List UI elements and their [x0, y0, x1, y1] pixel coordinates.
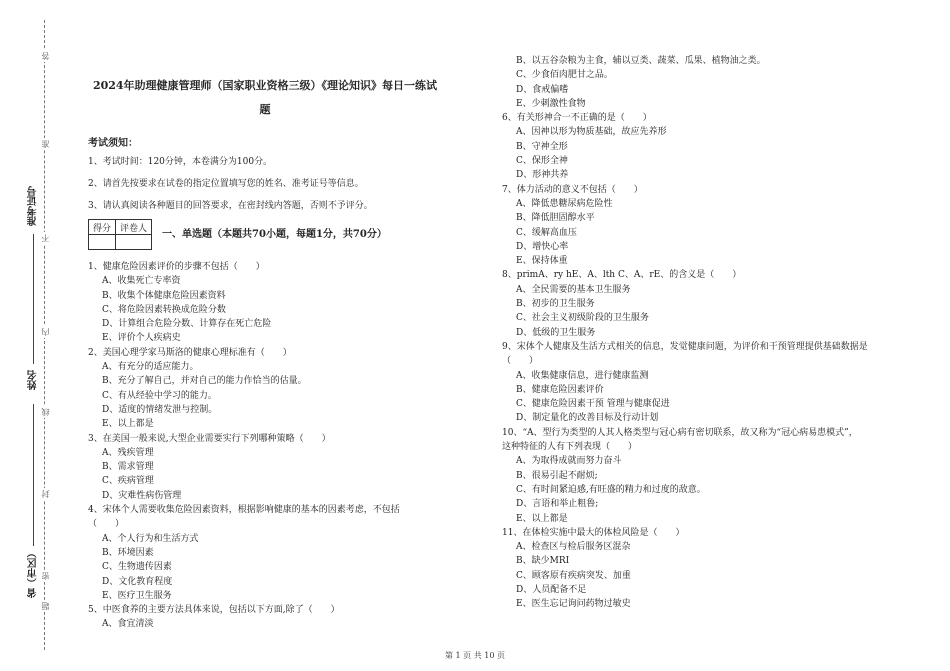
answer-option[interactable]: D、食戒偏嗜	[516, 84, 569, 95]
binding-margin	[0, 0, 62, 671]
region-label: 省（市区）	[28, 548, 39, 598]
seal-char-4: 内	[41, 328, 50, 336]
section-title: 一、单选题（本题共70小题，每题1分，共70分）	[162, 229, 387, 240]
answer-option[interactable]: C、有从经验中学习的能力。	[102, 390, 217, 401]
answer-option[interactable]: A、全民需要的基本卫生服务	[516, 284, 631, 295]
question-stem: 11、在体检实施中最大的体检风险是（ ）	[502, 527, 685, 538]
question-stem: 7、体力活动的意义不包括（ ）	[502, 184, 643, 195]
answer-option[interactable]: C、保形全神	[516, 156, 568, 167]
answer-option[interactable]: B、健康危险因素评价	[516, 384, 604, 395]
question-stem: 4、宋体个人需要收集危险因素资料，根据影响健康的基本的因素考虑，不包括（ ）	[88, 505, 400, 530]
score-cell[interactable]	[89, 235, 116, 250]
answer-option[interactable]: D、适度的情绪发泄与控制。	[102, 404, 218, 415]
answer-option[interactable]: D、言语和举止粗鲁;	[516, 499, 599, 510]
page-footer: 第 1 页 共 10 页	[445, 651, 505, 660]
grader-header: 评卷人	[116, 220, 152, 235]
answer-option[interactable]: A、检查区与检后服务区混杂	[516, 542, 631, 553]
seal-char-6: 封	[41, 490, 50, 498]
answer-option[interactable]: D、计算组合危险分数、计算存在死亡危险	[102, 319, 272, 330]
answer-option[interactable]: E、保持体重	[516, 256, 568, 267]
answer-option[interactable]: A、个人行为和生活方式	[102, 533, 199, 544]
answer-option[interactable]: E、以上都是	[102, 419, 154, 430]
answer-option[interactable]: A、收集死亡专率资	[102, 276, 181, 287]
seal-char-5: 线	[41, 408, 50, 416]
answer-option[interactable]: C、社会主义初级阶段的卫生服务	[516, 313, 649, 324]
notice-item: 2、请首先按要求在试卷的指定位置填写您的姓名、准考证号等信息。	[88, 179, 364, 189]
question-stem: 9、宋体个人健康及生活方式相关的信息，发觉健康问题，为评价和干预管理提供基础数据是	[502, 341, 868, 352]
answer-option[interactable]: A、收集健康信息，进行健康监测	[516, 370, 649, 381]
answer-option[interactable]: B、环境因素	[102, 547, 154, 558]
seal-char-1: 答	[41, 52, 50, 60]
region-underline	[33, 486, 34, 546]
exam-number-label: 准考证号	[28, 186, 39, 226]
seal-char-2: 准	[41, 140, 50, 148]
question-stem: 10、“A、型行为类型的人其人格类型与冠心病有密切联系，故又称为“冠心病易患模式”，	[502, 427, 858, 438]
answer-option[interactable]: B、收集个体健康危险因素资料	[102, 290, 226, 301]
continued-options	[502, 54, 912, 111]
answer-option[interactable]: B、需求管理	[102, 462, 154, 473]
name-label: 姓名	[28, 370, 39, 390]
answer-option[interactable]: C、少食佰肉肥甘之品。	[516, 70, 613, 81]
answer-option[interactable]: C、顾客原有疾病突发、加重	[516, 570, 631, 581]
question-stem: 3、在美国一般来说,大型企业需要实行下列哪种策略（ ）	[88, 433, 331, 444]
answer-option[interactable]: A、为取得成就而努力奋斗	[516, 456, 622, 467]
score-table	[88, 219, 152, 250]
page-title: 2024年助理健康管理师（国家职业资格三级）《理论知识》每日一练试 题	[92, 79, 438, 116]
answer-option[interactable]: A、残疾管理	[102, 447, 154, 458]
answer-option[interactable]: C、缓解高血压	[516, 227, 577, 238]
answer-option[interactable]: C、生物遗传因素	[102, 562, 172, 573]
answer-option[interactable]: D、灾难性病伤管理	[102, 490, 182, 501]
question-stem-cont: （ ）	[502, 356, 539, 367]
right-column	[502, 54, 912, 612]
answer-option[interactable]: D、低级的卫生服务	[516, 327, 596, 338]
exam-number-underline	[33, 234, 34, 364]
seal-char-8: 题	[41, 602, 50, 610]
answer-option[interactable]: D、文化教育程度	[102, 576, 173, 587]
answer-option[interactable]: A、降低患糖尿病危险性	[516, 198, 613, 209]
right-questions	[502, 111, 912, 611]
answer-option[interactable]: D、人员配备不足	[516, 584, 587, 595]
question-stem: 5、中医食养的主要方法具体来说，包括以下方面,除了（ ）	[88, 605, 340, 616]
grader-cell[interactable]	[116, 235, 152, 250]
answer-option[interactable]: E、少刺激性食物	[516, 98, 586, 109]
answer-option[interactable]: C、将危险因素转换成危险分数	[102, 304, 226, 315]
answer-option[interactable]: E、医生忘记询问药物过敏史	[516, 599, 631, 610]
answer-option[interactable]: C、健康危险因素干预 管理与健康促进	[516, 399, 670, 410]
question-stem: 2、美国心理学家马斯洛的健康心理标准有（ ）	[88, 347, 292, 358]
question-stem-cont: 这种特征的人有下列表现（ ）	[502, 442, 638, 453]
answer-option[interactable]: B、以五谷杂粮为主食，辅以豆类、蔬菜、瓜果、植物油之类。	[516, 56, 766, 66]
notice-heading: 考试须知：	[88, 138, 138, 149]
answer-option[interactable]: B、降低胆固醇水平	[516, 213, 595, 224]
answer-option[interactable]: B、很易引起不耐烦;	[516, 470, 598, 481]
question-stem: 1、健康危险因素评价的步骤不包括（ ）	[88, 262, 265, 272]
notice-item: 1、考试时间：120分钟，本卷满分为100分。	[88, 157, 273, 167]
score-header: 得分	[89, 220, 116, 235]
answer-option[interactable]: B、缺少MRI	[516, 556, 570, 567]
seal-char-3: 不	[41, 234, 50, 242]
answer-option[interactable]: C、有时间紧迫感,有旺盛的精力和过度的敌意。	[516, 484, 706, 495]
left-questions	[88, 260, 428, 632]
answer-option[interactable]: E、评价个人疾病史	[102, 333, 181, 344]
left-column	[88, 74, 438, 632]
answer-option[interactable]: D、增快心率	[516, 241, 569, 252]
answer-option[interactable]: A、有充分的适应能力。	[102, 362, 199, 373]
question-stem: 8、primA、ry hE、A、lth C、A、rE、的含义是（ ）	[502, 270, 742, 281]
answer-option[interactable]: D、形神共养	[516, 170, 569, 181]
answer-option[interactable]: A、食宜清淡	[102, 619, 154, 630]
answer-option[interactable]: A、因神以形为物质基础，故应先养形	[516, 127, 667, 138]
answer-option[interactable]: C、疾病管理	[102, 476, 154, 487]
answer-option[interactable]: B、守神全形	[516, 141, 568, 152]
answer-option[interactable]: B、初步的卫生服务	[516, 299, 595, 310]
answer-option[interactable]: B、充分了解自己，并对自己的能力作恰当的估量。	[102, 376, 307, 387]
question-stem: 6、有关形神合一不正确的是（ ）	[502, 113, 652, 124]
answer-option[interactable]: E、医疗卫生服务	[102, 590, 172, 601]
notice-list	[88, 151, 428, 217]
answer-option[interactable]: D、制定量化的改善目标及行动计划	[516, 413, 659, 424]
notice-item: 3、请认真阅读各种题目的回答要求，在密封线内答题，否则不予评分。	[88, 201, 373, 211]
seal-char-7: 密	[41, 572, 50, 580]
answer-option[interactable]: E、以上都是	[516, 513, 568, 524]
score-area	[88, 219, 428, 250]
